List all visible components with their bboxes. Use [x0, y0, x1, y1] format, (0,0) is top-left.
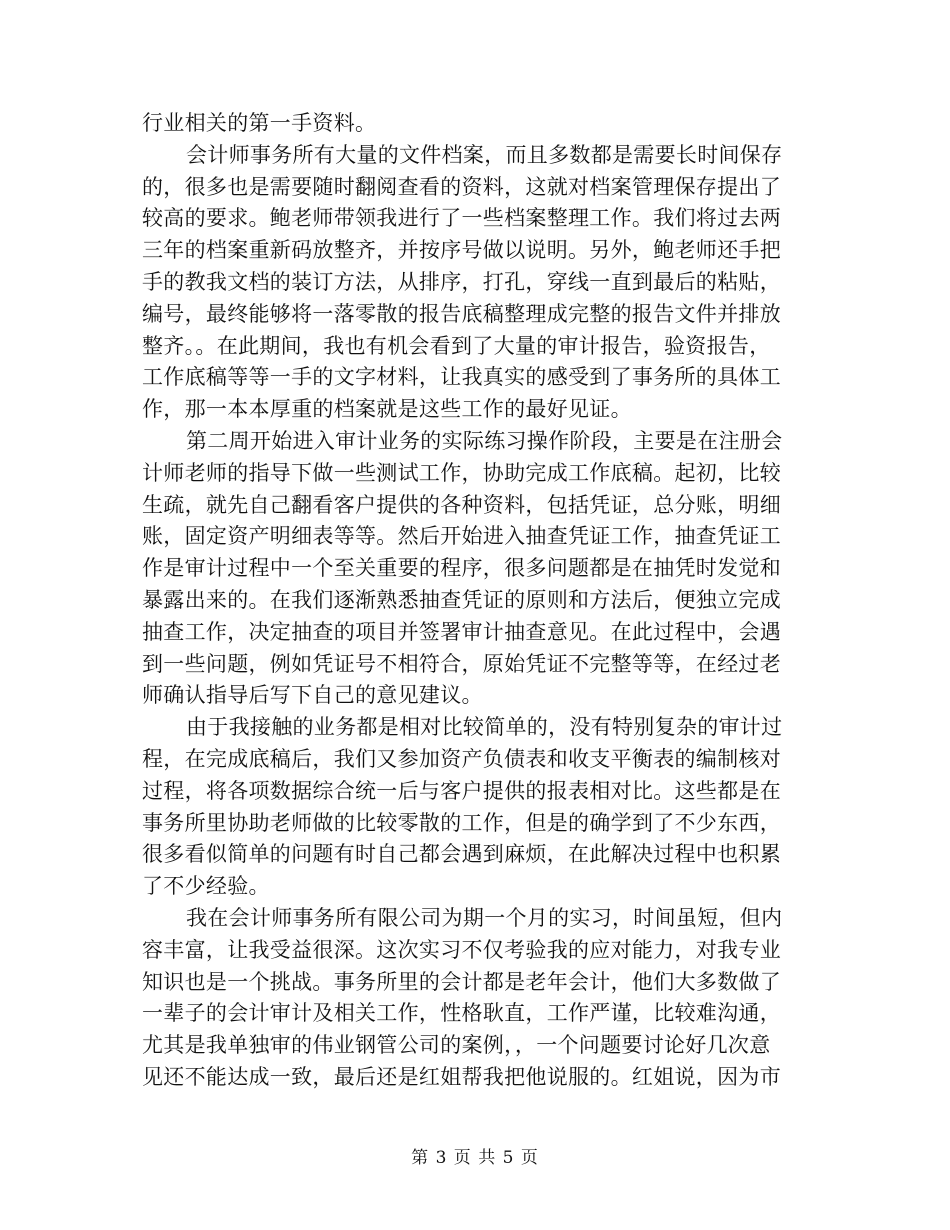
page-number-footer: 第 3 页 共 5 页: [411, 1148, 539, 1168]
paragraph-3: 第二周开始进入审计业务的实际练习操作阶段，主要是在注册会 计师老师的指导下做一些测试工作，协助完成工作底稿。起初，比较 生疏，就先自己翻看客户提供的各种资料，包括凭证，总分账，明细 账，固定资产明细表等等。然后开始进入抽查凭证工作，抽查凭证工 作是审计过程中一个至关重要的程序，很多问题都是在抽凭时发觉和 暴露出来的。在我们逐渐熟悉抽查凭证的原则和方法后，便独立完成 抽查工作，决定抽查的项目并签署审计抽查意见。在此过程中，会遇 到一些问题，例如凭证号不相符合，原始凭证不完整等等，在经过老 师确认指导后写下自己的意见建议。: [142, 428, 783, 708]
paragraph-2: 会计师事务所有大量的文件档案，而且多数都是需要长时间保存 的，很多也是需要随时翻阅查看的资料，这就对档案管理保存提出了 较高的要求。鲍老师带领我进行了一些档案整理工作。我们将过去两 三年的档案重新码放整齐，并按序号做以说明。另外，鲍老师还手把 手的教我文档的装订方法，从排序，打孔，穿线一直到最后的粘贴， 编号，最终能够将一落零散的报告底稿整理成完整的报告文件并排放 整齐。。在此期间，我也有机会看到了大量的审计报告，验资报告， 工作底稿等等一手的文字材料，让我真实的感受到了事务所的具体工 作，那一本本厚重的档案就是这些工作的最好见证。: [142, 142, 783, 422]
body-text: [142, 108, 809, 1094]
paragraph-5: 我在会计师事务所有限公司为期一个月的实习，时间虽短，但内 容丰富，让我受益很深。这次实习不仅考验我的应对能力，对我专业 知识也是一个挑战。事务所里的会计都是老年会计，他们大多数做了 一辈子的会计审计及相关工作，性格耿直，工作严谨，比较难沟通， 尤其是我单独审的伟业钢管公司的案例，，一个问题要讨论好几次意 见还不能达成一致，最后还是红姐帮我把他说服的。红姐说，因为市: [142, 905, 783, 1089]
paragraph-4: 由于我接触的业务都是相对比较简单的，没有特别复杂的审计过 程，在完成底稿后，我们又参加资产负债表和收支平衡表的编制核对 过程，将各项数据综合统一后与客户提供的报表相对比。这些都是在 事务所里协助老师做的比较零散的工作，但是的确学到了不少东西， 很多看似简单的问题有时自己都会遇到麻烦，在此解决过程中也积累 了不少经验。: [142, 715, 783, 899]
paragraph-1: 行业相关的第一手资料。: [142, 111, 377, 135]
